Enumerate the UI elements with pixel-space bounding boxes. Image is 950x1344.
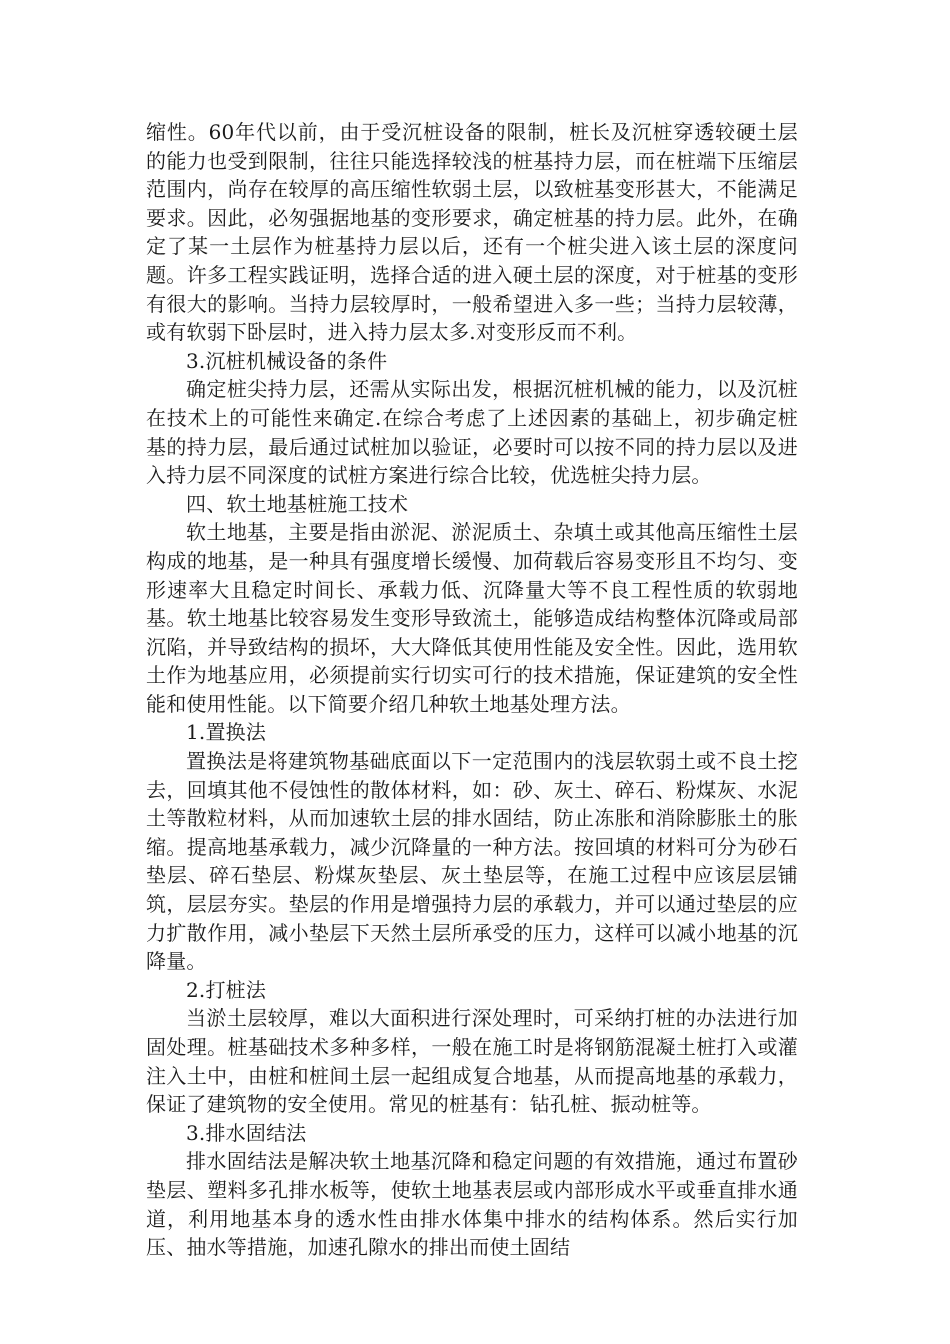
paragraph: 确定桩尖持力层，还需从实际出发，根据沉桩机械的能力，以及沉桩在技术上的可能性来确定.在综合考虑了上述因素的基础上，初步确定桩基的持力层，最后通过试桩加以验证，必要时可以按不同的持力层以及进入持力层不同深度的试桩方案进行综合比较，优选桩尖持力层。: [146, 377, 798, 488]
paragraph: 排水固结法是解决软土地基沉降和稳定问题的有效措施，通过布置砂垫层、塑料多孔排水板等，使软土地基表层或内部形成水平或垂直排水通道，利用地基本身的透水性由排水体集中排水的结构体系。然后实行加压、抽水等措施，加速孔隙水的排出而使土固结: [146, 1149, 798, 1260]
document-page: [146, 118, 798, 1262]
section-heading: 1.置换法: [186, 720, 267, 745]
section-heading: 四、软土地基桩施工技术: [186, 491, 409, 516]
section-heading: 3.沉桩机械设备的条件: [186, 348, 388, 373]
section-heading: 3.排水固结法: [186, 1120, 307, 1145]
paragraph: 当淤土层较厚，难以大面积进行深处理时，可采纳打桩的办法进行加固处理。桩基础技术多种多样，一般在施工时是将钢筋混凝土桩打入或灌注入土中，由桩和桩间土层一起组成复合地基，从而提高地基的承载力，保证了建筑物的安全使用。常见的桩基有：钻孔桩、振动桩等。: [146, 1006, 798, 1117]
paragraph: 软土地基，主要是指由淤泥、淤泥质土、杂填土或其他高压缩性土层构成的地基，是一种具有强度增长缓慢、加荷载后容易变形且不均匀、变形速率大且稳定时间长、承载力低、沉降量大等不良工程性质的软弱地基。软土地基比较容易发生变形导致流土，能够造成结构整体沉降或局部沉陷，并导致结构的损坏，大大降低其使用性能及安全性。因此，选用软土作为地基应用，必须提前实行切实可行的技术措施，保证建筑的安全性能和使用性能。以下简要介绍几种软土地基处理方法。: [146, 520, 798, 716]
section-heading: 2.打桩法: [186, 977, 267, 1002]
paragraph: 置换法是将建筑物基础底面以下一定范围内的浅层软弱土或不良土挖去，回填其他不侵蚀性的散体材料，如：砂、灰土、碎石、粉煤灰、水泥土等散粒材料，从而加速软土层的排水固结，防止冻胀和消除膨胀土的胀缩。提高地基承载力，减少沉降量的一种方法。按回填的材料可分为砂石垫层、碎石垫层、粉煤灰垫层、灰土垫层等，在施工过程中应该层层铺筑，层层夯实。垫层的作用是增强持力层的承载力，并可以通过垫层的应力扩散作用，减小垫层下天然土层所承受的压力，这样可以减小地基的沉降量。: [146, 749, 798, 974]
paragraph-continued: 缩性。60年代以前，由于受沉桩设备的限制，桩长及沉桩穿透较硬土层的能力也受到限制，往往只能选择较浅的桩基持力层，而在桩端下压缩层范围内，尚存在较厚的高压缩性软弱土层，以致桩基变形甚大，不能满足要求。因此，必匆强据地基的变形要求，确定桩基的持力层。此外，在确定了某一土层作为桩基持力层以后，还有一个桩尖进入该土层的深度问题。许多工程实践证明，选择合适的进入硬土层的深度，对于桩基的变形有很大的影响。当持力层较厚时，一般希望进入多一些；当持力层较薄，或有软弱下卧层时，进入持力层太多.对变形反而不利。: [146, 120, 798, 345]
